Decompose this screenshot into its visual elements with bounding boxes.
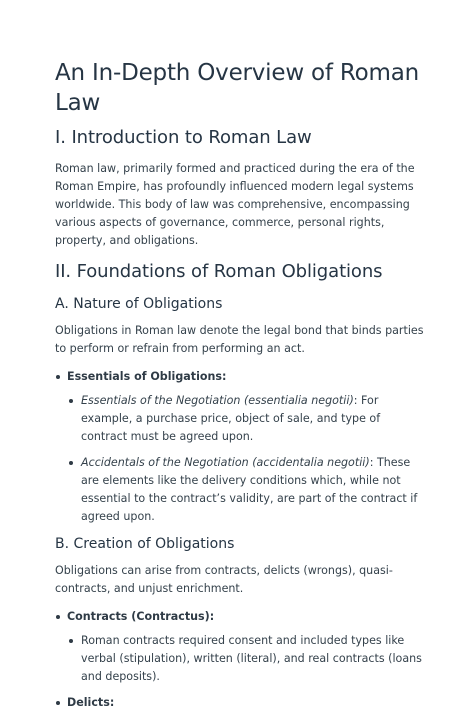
essentialia-term: Essentials of the Negotiation (essentialia negotii) [81,394,354,407]
list-item [55,608,426,686]
essentials-sublist [67,392,426,526]
accidentalia-term: Accidentals of the Negotiation (accidentalia negotii) [81,456,370,469]
contracts-sublist [67,632,426,686]
section-1-heading: I. Introduction to Roman Law [55,127,312,148]
list-item [55,694,426,712]
essentialia-text: : For example, a purchase price, object of sale, and type of contract must be agreed upon. [81,394,381,443]
subsection-a-list [55,368,426,526]
list-item [67,454,426,526]
contracts-label: Contracts (Contractus): [67,610,215,623]
section-2-heading: II. Foundations of Roman Obligations [55,261,383,282]
delicts-label: Delicts: [67,696,115,709]
contracts-text: Roman contracts required consent and included types like verbal (stipulation), written (literal), and real contracts (loans and deposits). [81,634,422,683]
essentials-label: Essentials of Obligations: [67,370,227,383]
subsection-a-paragraph: Obligations in Roman law denote the legal bond that binds parties to perform or refrain from performing an act. [55,324,424,355]
document-title: An In-Depth Overview of Roman Law [55,60,420,116]
section-1-paragraph: Roman law, primarily formed and practiced during the era of the Roman Empire, has profoundly influenced modern legal systems worldwide. This body of law was comprehensive, encompassing various aspects of governance, commerce, personal rights, property, and obligations. [55,162,415,247]
list-item [67,632,426,686]
subsection-b-list [55,608,426,712]
accidentalia-text: : These are elements like the delivery conditions which, while not essential to the contract’s validity, are part of the contract if agreed upon. [81,456,418,523]
list-item [67,392,426,446]
subsection-b-heading: B. Creation of Obligations [55,536,235,552]
subsection-b-paragraph: Obligations can arise from contracts, delicts (wrongs), quasi-contracts, and unjust enrichment. [55,564,393,595]
subsection-a-heading: A. Nature of Obligations [55,296,223,312]
list-item [55,368,426,526]
